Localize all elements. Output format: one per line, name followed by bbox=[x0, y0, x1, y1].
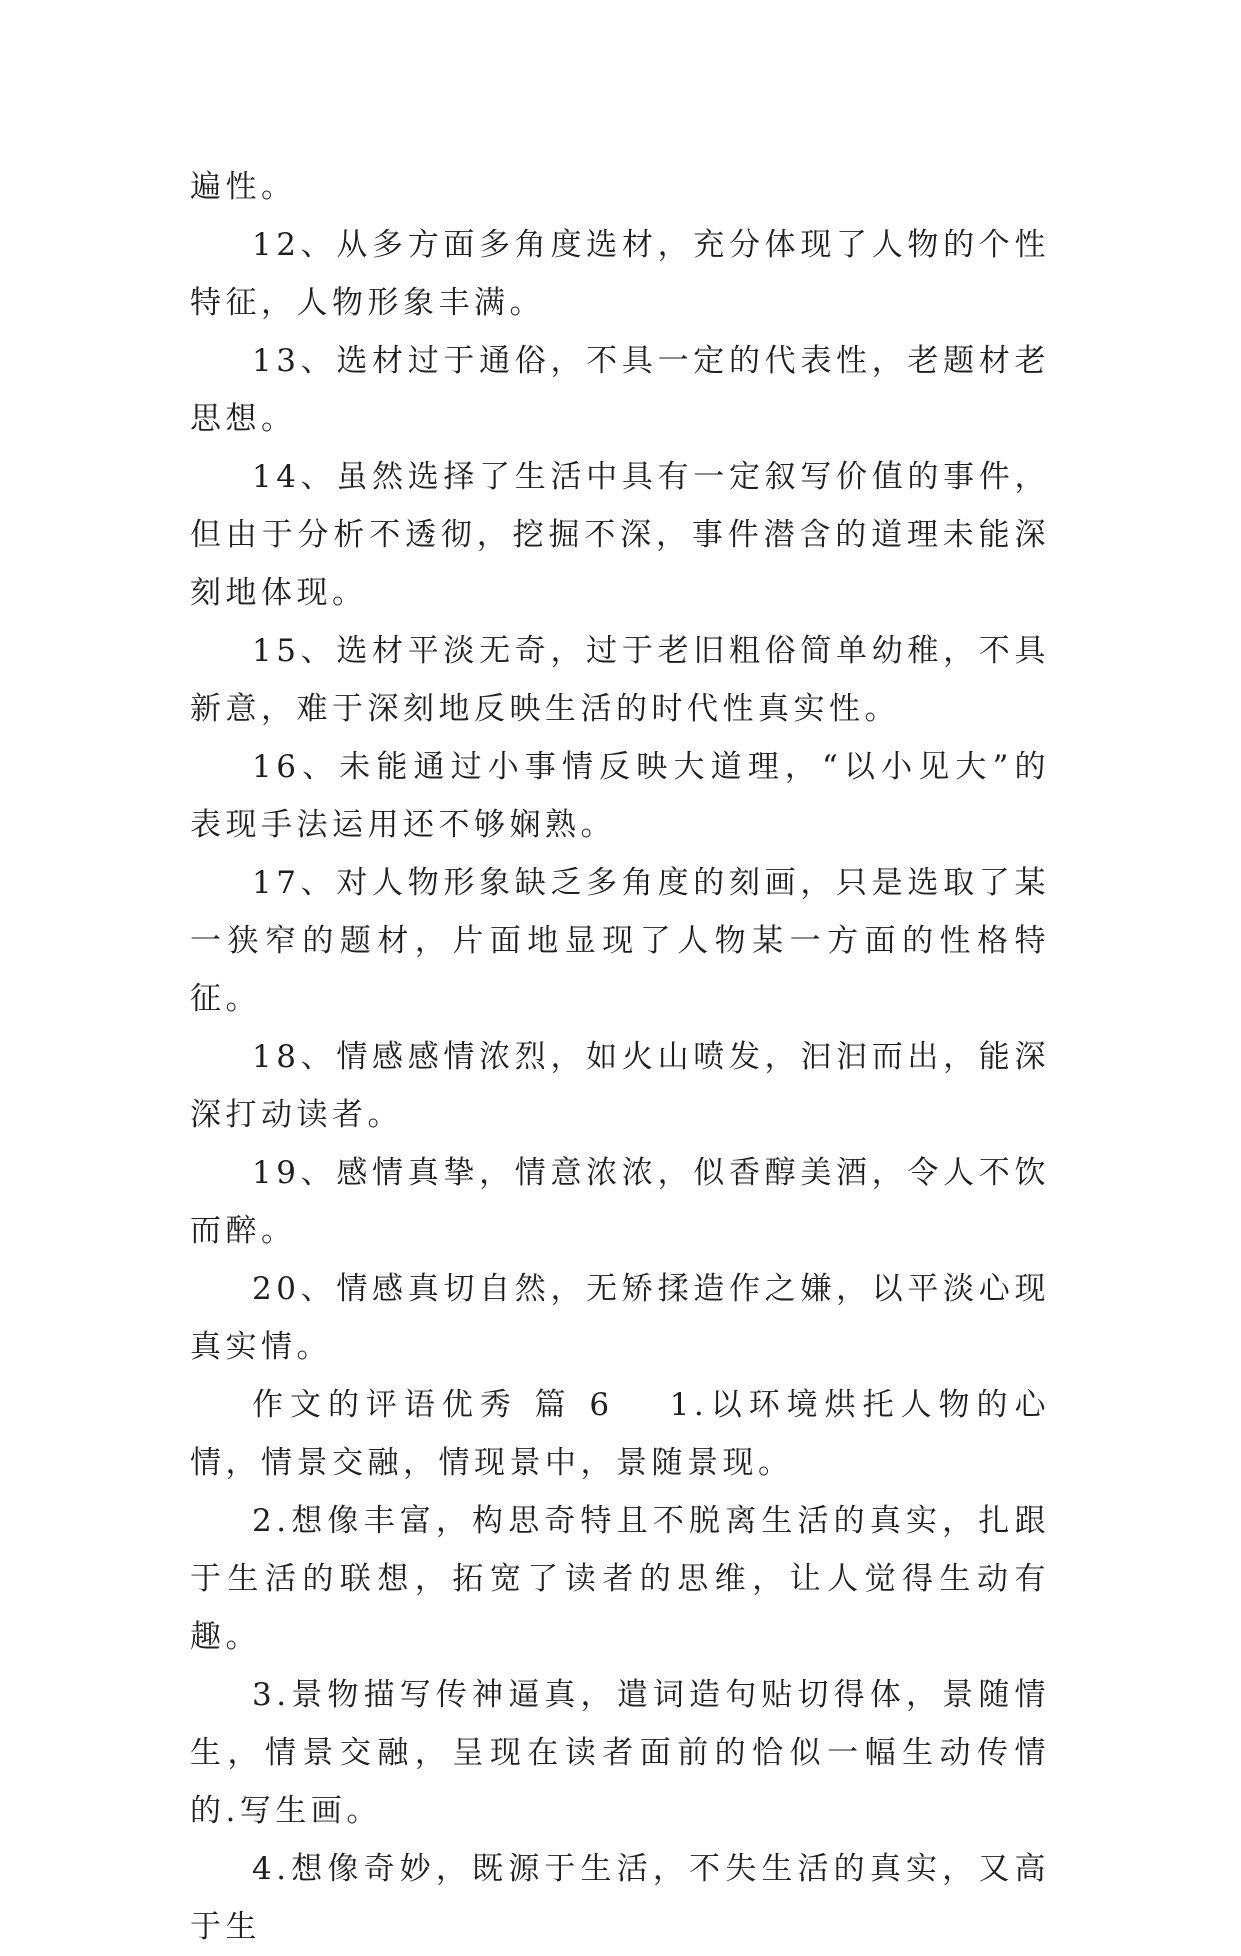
paragraph-item-17: 17、对人物形象缺乏多角度的刻画，只是选取了某一狭窄的题材，片面地显现了人物某一方面的性格特征。 bbox=[190, 865, 1050, 1017]
paragraph-item-13: 13、选材过于通俗，不具一定的代表性，老题材老思想。 bbox=[190, 343, 1050, 437]
section-item-2: 2.想像丰富，构思奇特且不脱离生活的真实，扎跟于生活的联想，拓宽了读者的思维，让人觉得生动有趣。 bbox=[190, 1503, 1050, 1655]
section-item-4: 4.想像奇妙，既源于生活，不失生活的真实，又高于生 bbox=[190, 1851, 1050, 1945]
paragraph-continuation: 遍性。 bbox=[190, 169, 297, 205]
paragraph-item-14: 14、虽然选择了生活中具有一定叙写价值的事件，但由于分析不透彻，挖掘不深，事件潜含的道理未能深刻地体现。 bbox=[190, 459, 1050, 611]
paragraph-item-16: 16、未能通过小事情反映大道理，“以小见大”的表现手法运用还不够娴熟。 bbox=[190, 749, 1050, 843]
paragraph-item-15: 15、选材平淡无奇，过于老旧粗俗简单幼稚，不具新意，难于深刻地反映生活的时代性真实性。 bbox=[190, 633, 1050, 727]
paragraph-item-20: 20、情感真切自然，无矫揉造作之嫌，以平淡心现真实情。 bbox=[190, 1271, 1050, 1365]
section-heading-paragraph bbox=[190, 1376, 1050, 1492]
paragraph-item-12: 12、从多方面多角度选材，充分体现了人物的个性特征，人物形象丰满。 bbox=[190, 227, 1050, 321]
paragraph-item-19: 19、感情真挚，情意浓浓，似香醇美酒，令人不饮而醉。 bbox=[190, 1155, 1050, 1249]
document-body bbox=[190, 158, 1050, 1956]
section-item-3: 3.景物描写传神逼真，遣词造句贴切得体，景随情生，情景交融，呈现在读者面前的恰似一幅生动传情的.写生画。 bbox=[190, 1677, 1050, 1829]
section-item-1: 1.以环境烘托人物的心情，情景交融，情现景中，景随景现。 bbox=[190, 1387, 1051, 1481]
section-heading: 作文的评语优秀 篇 6 bbox=[252, 1387, 614, 1423]
paragraph-item-18: 18、情感感情浓烈，如火山喷发，汩汩而出，能深深打动读者。 bbox=[190, 1039, 1050, 1133]
